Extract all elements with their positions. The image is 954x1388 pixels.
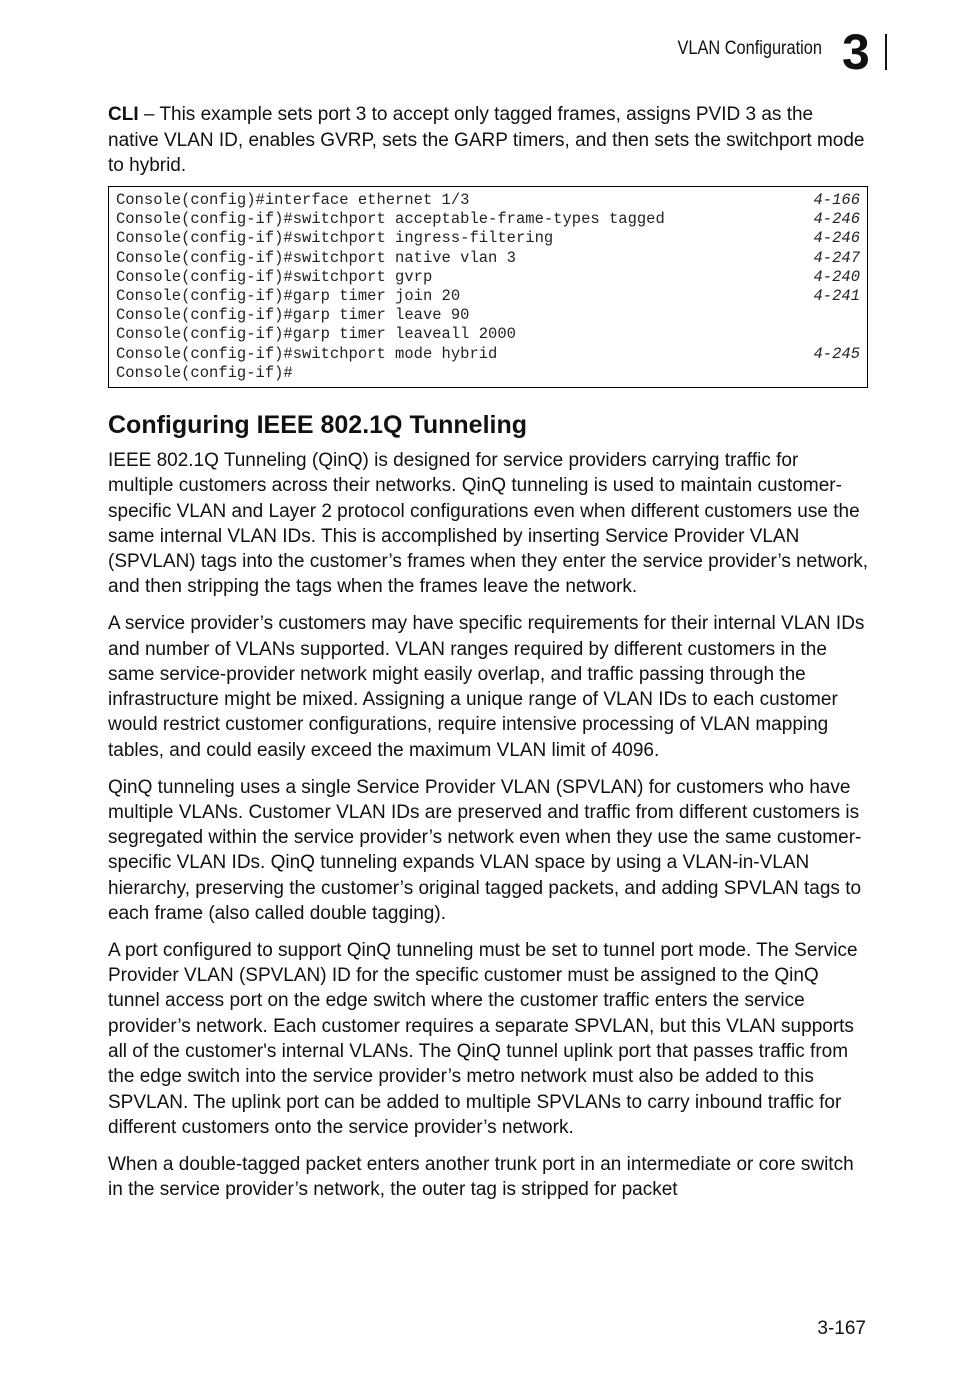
code-line [116, 364, 860, 383]
code-command: Console(config-if)#garp timer leaveall 2000 [116, 325, 516, 344]
paragraph: QinQ tunneling uses a single Service Provider VLAN (SPVLAN) for customers who have multiple VLANs. Customer VLAN IDs are preserved and traffic from different customers is segregated within the service provider’s network even when they use the same customer-specific VLAN IDs. QinQ tunneling expands VLAN space by using a VLAN-in-VLAN hierarchy, preserving the customer’s original tagged packets, and adding SPVLAN tags to each frame (also called double tagging). [108, 776, 862, 925]
paragraph: A service provider’s customers may have specific requirements for their internal VLAN IDs and number of VLANs supported. VLAN ranges required by different customers in the same service-provider network might easily overlap, and traffic passing through the infrastructure might be mixed. Assigning a unique range of VLAN IDs to each customer would restrict customer configurations, require intensive processing of VLAN mapping tables, and could easily exceed the maximum VLAN limit of 4096. [108, 613, 865, 761]
cli-intro-text: – This example sets port 3 to accept only tagged frames, assigns PVID 3 as the native VLAN ID, enables GVRP, sets the GARP timers, and then sets the switchport mode to hybrid. [108, 104, 865, 176]
code-command: Console(config-if)# [116, 363, 293, 382]
code-line [116, 325, 860, 344]
code-command: Console(config-if)#switchport acceptable-frame-types tagged [116, 210, 665, 229]
code-line [116, 229, 860, 248]
code-page-ref: 4-246 [813, 229, 860, 248]
cli-code-block [108, 186, 868, 388]
code-page-ref: 4-247 [813, 248, 860, 267]
paragraph: A port configured to support QinQ tunneling must be set to tunnel port mode. The Service Provider VLAN (SPVLAN) ID for the specific customer must be assigned to the QinQ tunnel access port on the edge switch where the customer traffic enters the service provider’s network. Each customer requires a separate SPVLAN, but this VLAN supports all of the customer's internal VLANs. The QinQ tunnel uplink port that passes traffic from the edge switch into the service provider’s metro network must also be added to this SPVLAN. The uplink port can be added to multiple SPVLANs to carry inbound traffic for different customers onto the service provider’s network. [108, 939, 858, 1138]
code-command: Console(config-if)#switchport native vlan 3 [116, 248, 516, 267]
code-page-ref: 4-246 [813, 210, 860, 229]
paragraph: When a double-tagged packet enters another trunk port in an intermediate or core switch in the service provider’s network, the outer tag is stripped for packet [108, 1153, 854, 1201]
chapter-divider [885, 34, 887, 70]
code-page-ref: 4-241 [813, 286, 860, 305]
code-command: Console(config-if)#switchport ingress-filtering [116, 229, 554, 248]
section-heading: Configuring IEEE 802.1Q Tunneling [108, 411, 528, 439]
page-number: 3-167 [817, 1318, 866, 1339]
code-line [116, 210, 860, 229]
code-line [116, 306, 860, 325]
chapter-number: 3 [842, 24, 870, 80]
code-page-ref: 4-166 [813, 191, 860, 209]
section-body [108, 448, 868, 1214]
code-line [116, 191, 860, 210]
code-command: Console(config-if)#switchport gvrp [116, 267, 433, 286]
code-command: Console(config-if)#switchport mode hybrid [116, 344, 498, 363]
code-command: Console(config-if)#garp timer leave 90 [116, 306, 470, 325]
code-line [116, 345, 860, 364]
code-command: Console(config-if)#garp timer join 20 [116, 286, 461, 305]
paragraph: IEEE 802.1Q Tunneling (QinQ) is designed for service providers carrying traffic for multiple customers across their networks. QinQ tunneling is used to maintain customer-specific VLAN and Layer 2 protocol configurations even when different customers use the same internal VLAN IDs. This is accomplished by inserting Service Provider VLAN (SPVLAN) tags into the customer’s frames when they enter the service provider’s network, and then stripping the tags when the frames leave the network. [108, 450, 868, 598]
cli-label: CLI [108, 104, 139, 125]
code-command: Console(config)#interface ethernet 1/3 [116, 191, 470, 209]
code-page-ref: 4-245 [813, 344, 860, 363]
cli-intro [108, 102, 868, 179]
code-page-ref: 4-240 [813, 267, 860, 286]
code-line [116, 268, 860, 287]
code-line [116, 249, 860, 268]
code-line [116, 287, 860, 306]
running-header-title: VLAN Configuration [677, 38, 822, 59]
